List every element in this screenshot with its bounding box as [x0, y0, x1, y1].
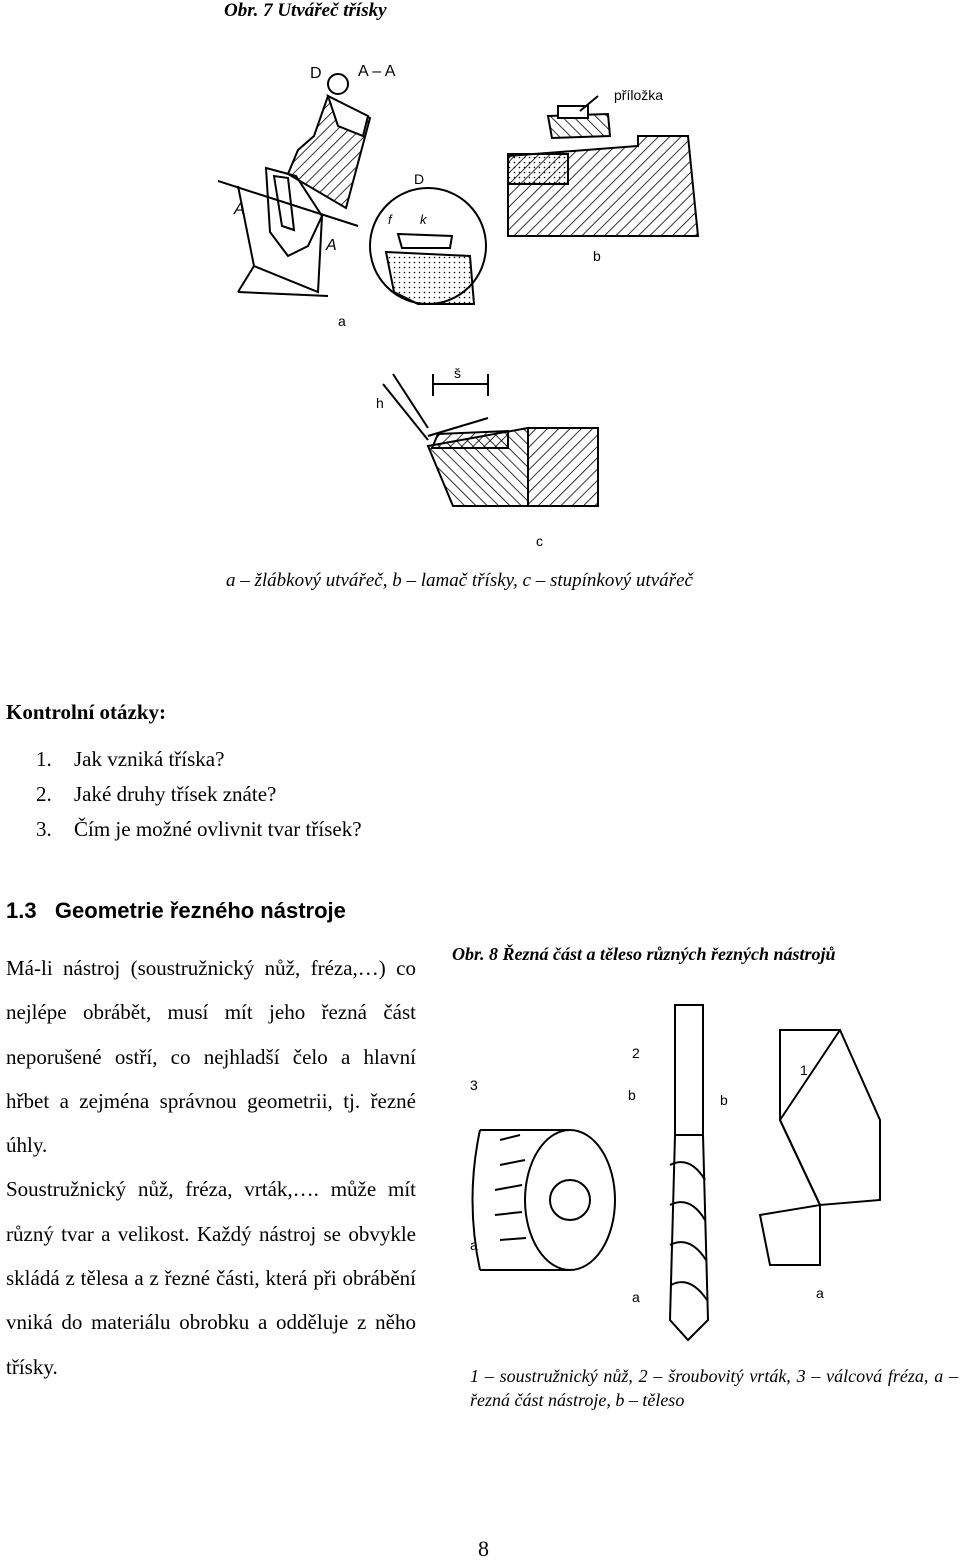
label-a-right: A [326, 237, 337, 254]
question-item: 1. Jak vzniká tříska? [36, 747, 225, 771]
label-b-tool: b [720, 1092, 728, 1108]
paragraph-2: Soustružnický nůž, fréza, vrták,…. může mít různý tvar a velikost. Každý nástroj se obvykle skládá z tělesa a z řezné části, která při obrábění vniká do materiálu obrobku a odděluje z něho třísky. [6, 1177, 416, 1379]
label-a-left: A [234, 201, 245, 218]
label-aa: A – A [358, 63, 396, 80]
label-d2: D [414, 171, 425, 187]
questions-title: Kontrolní otázky: [6, 700, 167, 724]
page-number: 8 [478, 1536, 489, 1561]
label-a-tool: a [816, 1285, 824, 1301]
label-1: 1 [800, 1062, 808, 1078]
turning-tool [760, 1030, 880, 1265]
label-b: b [593, 248, 601, 264]
figure8-title: Obr. 8 Řezná část a těleso různých řezných nástrojů [452, 944, 836, 964]
label-b-mill: b [628, 1087, 636, 1103]
question-item: 3. Čím je možné ovlivnit tvar třísek? [36, 817, 362, 841]
label-c: c [536, 533, 543, 549]
detail-d [370, 188, 486, 304]
twist-drill [670, 1005, 708, 1340]
paragraph-1: Má-li nástroj (soustružnický nůž, fréza,…) co nejlépe obrábět, musí mít jeho řezná část neporušené ostří, co nejhladší čelo a hlavní hřbet a zejména správnou geometrii, tj. řezné úhly. [6, 956, 416, 1158]
tool-b [508, 96, 698, 236]
label-a: a [338, 313, 346, 329]
label-d1: D [310, 65, 322, 82]
label-a-drill: a [632, 1289, 640, 1305]
label-k: k [420, 212, 427, 227]
question-item: 2. Jaké druhy třísek znáte? [36, 782, 277, 806]
label-h: h [376, 395, 384, 411]
label-a-mill: a [470, 1237, 478, 1253]
label-prilozka: příložka [614, 87, 664, 103]
label-3: 3 [470, 1077, 478, 1093]
figure7-title: Obr. 7 Utvářeč třísky [224, 0, 387, 21]
figure8-drawing [460, 980, 950, 1345]
milling-cutter [473, 1130, 616, 1270]
section-body [6, 946, 416, 1389]
section-heading: 1.3 Geometrie řezného nástroje [6, 898, 346, 923]
figure7-drawing [218, 56, 718, 556]
label-s: š [454, 365, 461, 381]
label-2: 2 [632, 1045, 640, 1061]
label-f: f [388, 212, 392, 227]
tool-c [383, 374, 598, 506]
questions-list [36, 742, 362, 847]
section-aa [288, 74, 370, 208]
figure8-caption: 1 – soustružnický nůž, 2 – šroubovitý vrták, 3 – válcová fréza, a – řezná část nástroje, b – těleso [470, 1366, 958, 1410]
figure7-caption: a – žlábkový utvářeč, b – lamač třísky, c – stupínkový utvářeč [226, 570, 693, 591]
